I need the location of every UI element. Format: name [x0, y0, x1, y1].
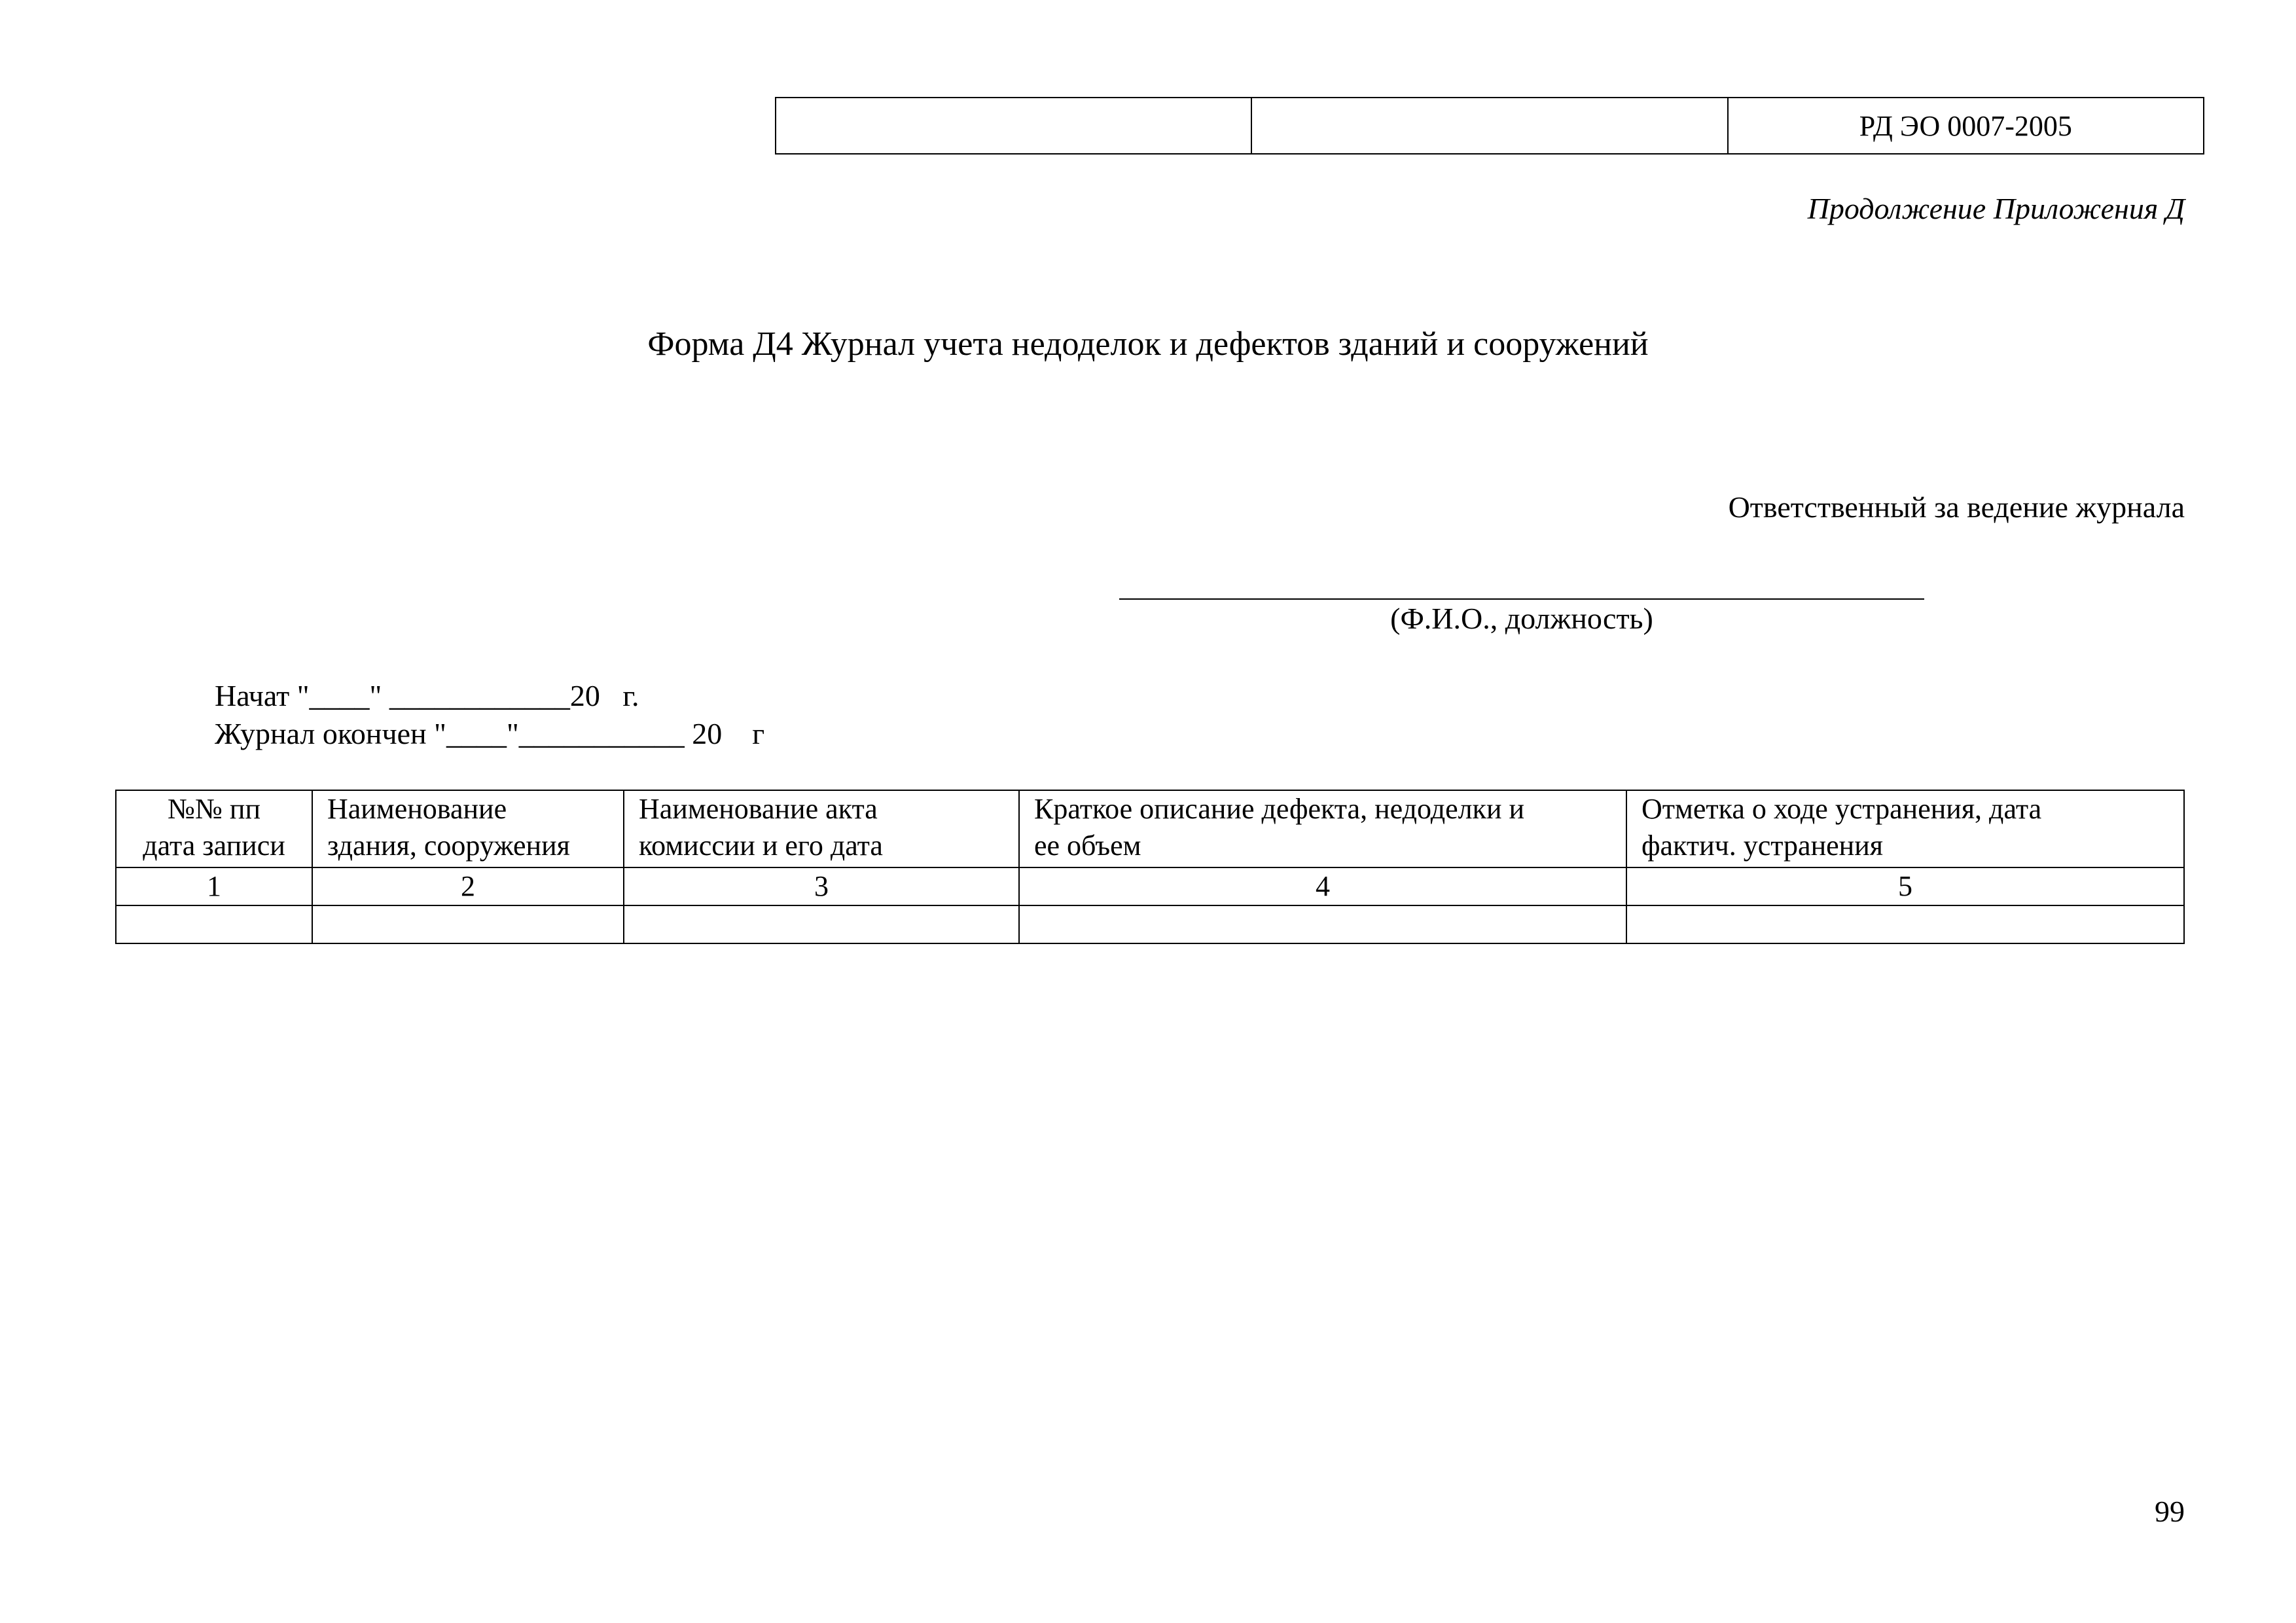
journal-started-date: Начат "____" ____________20 г.: [215, 679, 639, 712]
column-number: 5: [1626, 867, 2184, 905]
column-header-elimination-note: Отметка о ходе устранения, дата фактич. устранения: [1626, 790, 2184, 867]
responsible-label: Ответственный за ведение журнала: [1728, 490, 2185, 524]
signature-caption: (Ф.И.О., должность): [1390, 602, 1653, 635]
page-number: 99: [2155, 1495, 2185, 1528]
table-row: [116, 905, 2184, 943]
column-number: 2: [312, 867, 624, 905]
document-header-stamp: [775, 97, 2204, 155]
table-cell: [1626, 905, 2184, 943]
table-cell: [1019, 905, 1626, 943]
journal-ended-date: Журнал окончен "____"___________ 20 г: [215, 717, 765, 750]
form-title: Форма Д4 Журнал учета недоделок и дефектов зданий и сооружений: [647, 325, 1649, 363]
table-cell: [624, 905, 1019, 943]
header-cell-1: [776, 98, 1251, 154]
column-numbers-row: [116, 867, 2184, 905]
column-header-building-name: Наименование здания, сооружения: [312, 790, 624, 867]
table-cell: [312, 905, 624, 943]
table-cell: [116, 905, 312, 943]
table-header-row: [116, 790, 2184, 867]
signature-line: [1119, 598, 1924, 600]
column-header-commission-act: Наименование акта комиссии и его дата: [624, 790, 1019, 867]
column-header-defect-description: Краткое описание дефекта, недоделки и ее объем: [1019, 790, 1626, 867]
appendix-continuation: Продолжение Приложения Д: [1807, 192, 2185, 225]
column-header-entry-number: №№ пп дата записи: [116, 790, 312, 867]
column-number: 3: [624, 867, 1019, 905]
defects-journal-table: [115, 790, 2185, 944]
document-code: РД ЭО 0007-2005: [1728, 98, 2204, 154]
column-number: 1: [116, 867, 312, 905]
header-cell-2: [1251, 98, 1727, 154]
column-number: 4: [1019, 867, 1626, 905]
